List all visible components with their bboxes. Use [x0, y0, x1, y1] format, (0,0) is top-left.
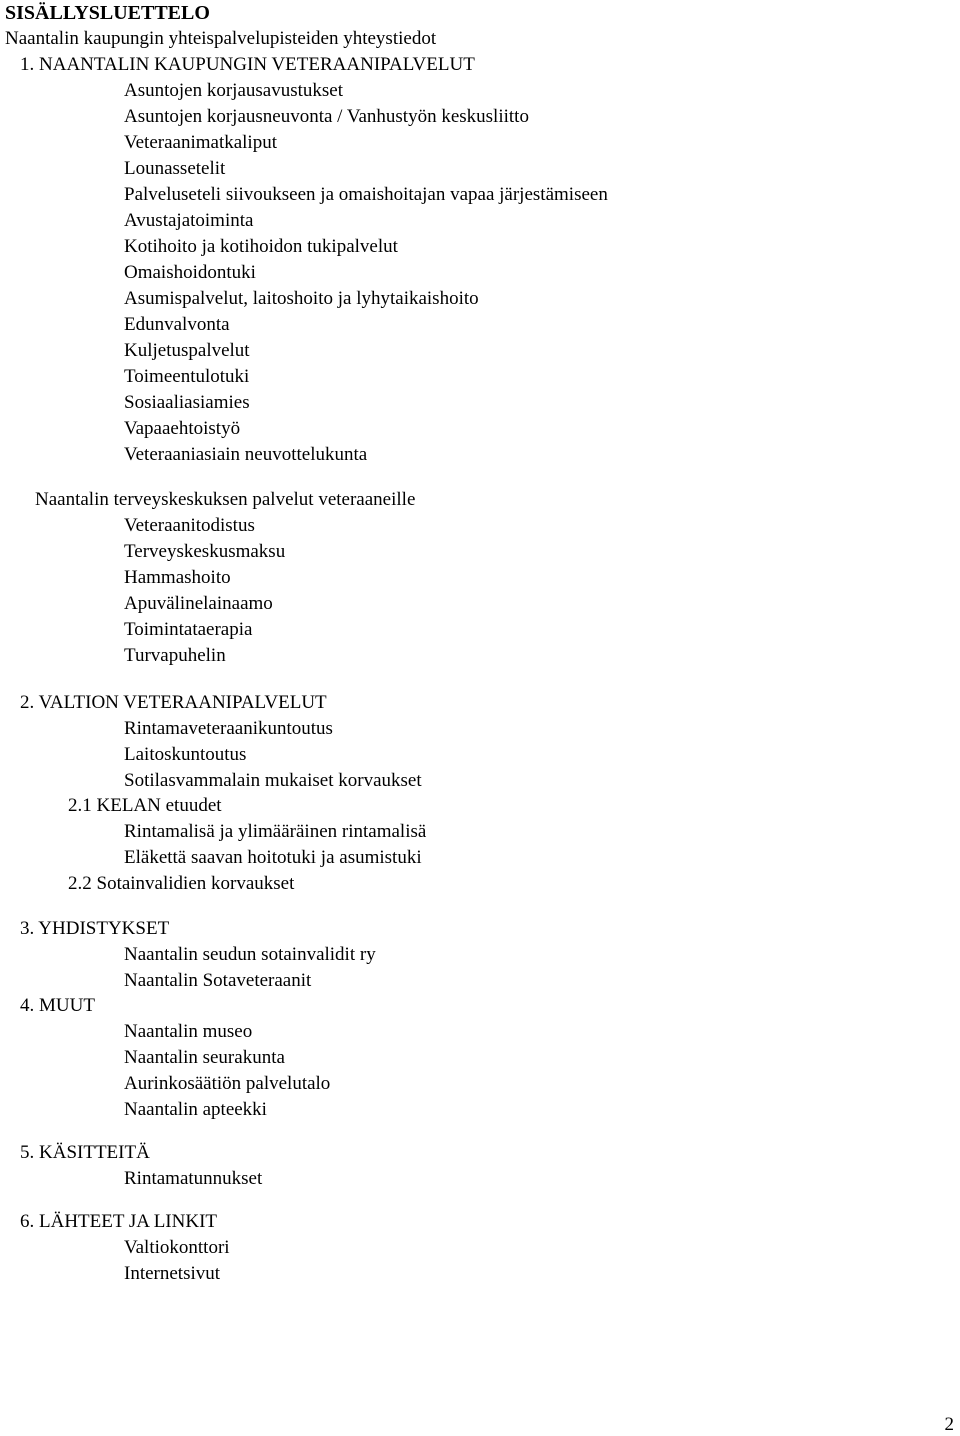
toc-entry: Edunvalvonta — [124, 314, 230, 335]
toc-entry: Asuntojen korjausneuvonta / Vanhustyön keskusliitto — [124, 106, 529, 127]
toc-entry: Valtiokonttori — [124, 1237, 230, 1258]
toc-entry: Asuntojen korjausavustukset — [124, 80, 344, 101]
toc-entry: Terveyskeskusmaksu — [124, 541, 286, 562]
toc-entry: 5. KÄSITTEITÄ — [20, 1142, 150, 1163]
toc-entry: 6. LÄHTEET JA LINKIT — [20, 1211, 218, 1232]
toc-entry: Hammashoito — [124, 567, 231, 588]
toc-entry: Naantalin apteekki — [124, 1099, 267, 1120]
toc-entry: Naantalin seurakunta — [124, 1047, 285, 1068]
toc-entry: Laitoskuntoutus — [124, 744, 247, 765]
toc-entry: Naantalin terveyskeskuksen palvelut veteraaneille — [35, 489, 416, 510]
toc-entry: Apuvälinelainaamo — [124, 593, 273, 614]
toc-entry: Lounassetelit — [124, 158, 226, 179]
toc-heading: SISÄLLYSLUETTELO — [5, 2, 210, 24]
toc-entry: Veteraaniasiain neuvottelukunta — [124, 444, 368, 465]
toc-entry: Kotihoito ja kotihoidon tukipalvelut — [124, 236, 398, 257]
toc-subheading: Naantalin kaupungin yhteispalvelupisteiden yhteystiedot — [5, 28, 437, 49]
toc-entry: Aurinkosäätiön palvelutalo — [124, 1073, 331, 1094]
toc-entry: Toimeentulotuki — [124, 366, 250, 387]
toc-entry: Eläkettä saavan hoitotuki ja asumistuki — [124, 847, 422, 868]
toc-entry: 2.1 KELAN etuudet — [68, 795, 222, 816]
toc-entry: 3. YHDISTYKSET — [20, 918, 170, 939]
toc-entry: Naantalin seudun sotainvalidit ry — [124, 944, 376, 965]
toc-entry: Kuljetuspalvelut — [124, 340, 250, 361]
toc-entry: Asumispalvelut, laitoshoito ja lyhytaikaishoito — [124, 288, 479, 309]
toc-entry: Veteraanimatkaliput — [124, 132, 277, 153]
toc-entry: 4. MUUT — [20, 995, 95, 1016]
toc-entry: Vapaaehtoistyö — [124, 418, 241, 439]
toc-entry: 1. NAANTALIN KAUPUNGIN VETERAANIPALVELUT — [20, 54, 475, 75]
toc-entry: Sotilasvammalain mukaiset korvaukset — [124, 770, 422, 791]
toc-entry: Toimintataerapia — [124, 619, 253, 640]
toc-entry: Veteraanitodistus — [124, 515, 255, 536]
toc-entry: 2.2 Sotainvalidien korvaukset — [68, 873, 295, 894]
toc-entry: Internetsivut — [124, 1263, 221, 1284]
toc-entry: Omaishoidontuki — [124, 262, 256, 283]
toc-entry: Sosiaaliasiamies — [124, 392, 250, 413]
toc-entry: Turvapuhelin — [124, 645, 226, 666]
toc-entry: Palveluseteli siivoukseen ja omaishoitajan vapaa järjestämiseen — [124, 184, 608, 205]
page-number: 2 — [944, 1414, 954, 1435]
toc-entry: Avustajatoiminta — [124, 210, 254, 231]
toc-entry: Naantalin Sotaveteraanit — [124, 970, 312, 991]
toc-entry: Rintamaveteraanikuntoutus — [124, 718, 333, 739]
toc-entry: Rintamalisä ja ylimääräinen rintamalisä — [124, 821, 427, 842]
toc-entry: 2. VALTION VETERAANIPALVELUT — [20, 692, 327, 713]
toc-entry: Rintamatunnukset — [124, 1168, 263, 1189]
toc-entry: Naantalin museo — [124, 1021, 253, 1042]
